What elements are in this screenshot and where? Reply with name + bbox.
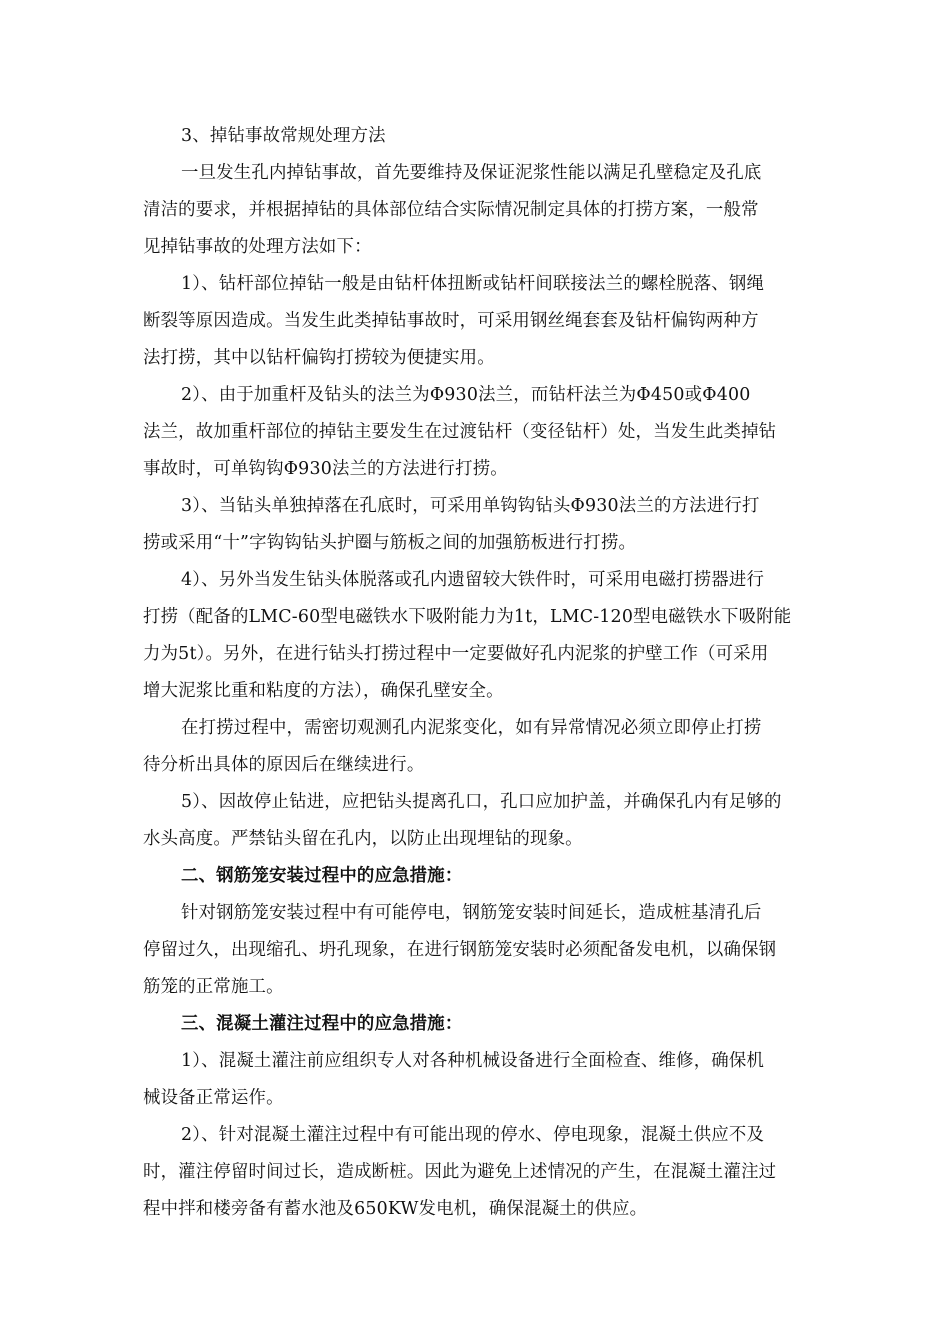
text-line: 时，灌注停留时间过长，造成断桩。因此为避免上述情况的产生，在混凝土灌注过 (143, 1162, 777, 1182)
section-heading-line: 二、钢筋笼安装过程中的应急措施： (181, 866, 463, 886)
text-line: 2）、针对混凝土灌注过程中有可能出现的停水、停电现象，混凝土供应不及 (181, 1125, 765, 1145)
text-line: 事故时，可单钩钩Φ930法兰的方法进行打捞。 (143, 459, 508, 479)
text-line: 停留过久，出现缩孔、坍孔现象，在进行钢筋笼安装时必须配备发电机，以确保钢 (143, 940, 777, 960)
text-line: 捞或采用“十”字钩钩钻头护圈与筋板之间的加强筋板进行打捞。 (143, 533, 637, 553)
text-line: 清洁的要求，并根据掉钻的具体部位结合实际情况制定具体的打捞方案，一般常 (143, 200, 759, 220)
text-line: 力为5t）。另外，在进行钻头打捞过程中一定要做好孔内泥浆的护壁工作（可采用 (143, 644, 769, 664)
text-line: 2）、由于加重杆及钻头的法兰为Φ930法兰，而钻杆法兰为Φ450或Φ400 (181, 385, 751, 405)
section-heading-line: 三、混凝土灌注过程中的应急措施： (181, 1014, 463, 1034)
text-line: 4）、另外当发生钻头体脱落或孔内遗留较大铁件时，可采用电磁打捞器进行 (181, 570, 765, 590)
text-line: 在打捞过程中，需密切观测孔内泥浆变化，如有异常情况必须立即停止打捞 (181, 718, 762, 738)
document-body (143, 118, 813, 1228)
text-line: 打捞（配备的LMC-60型电磁铁水下吸附能力为1t，LMC-120型电磁铁水下吸附能 (143, 607, 792, 627)
text-line: 增大泥浆比重和粘度的方法），确保孔壁安全。 (143, 681, 504, 701)
text-line: 水头高度。严禁钻头留在孔内，以防止出现埋钻的现象。 (143, 829, 583, 849)
text-line: 法打捞，其中以钻杆偏钩打捞较为便捷实用。 (143, 348, 495, 368)
text-line: 针对钢筋笼安装过程中有可能停电，钢筋笼安装时间延长，造成桩基清孔后 (181, 903, 762, 923)
text-line: 筋笼的正常施工。 (143, 977, 284, 997)
text-line: 3、掉钻事故常规处理方法 (181, 126, 386, 146)
text-line: 断裂等原因造成。当发生此类掉钻事故时，可采用钢丝绳套套及钻杆偏钩两种方 (143, 311, 759, 331)
text-line: 1）、混凝土灌注前应组织专人对各种机械设备进行全面检查、维修，确保机 (181, 1051, 765, 1071)
text-line: 待分析出具体的原因后在继续进行。 (143, 755, 425, 775)
text-line: 一旦发生孔内掉钻事故，首先要维持及保证泥浆性能以满足孔壁稳定及孔底 (181, 163, 762, 183)
text-line: 5）、因故停止钻进，应把钻头提离孔口，孔口应加护盖，并确保孔内有足够的 (181, 792, 782, 812)
text-line: 1）、钻杆部位掉钻一般是由钻杆体扭断或钻杆间联接法兰的螺栓脱落、钢绳 (181, 274, 765, 294)
text-line: 见掉钻事故的处理方法如下： (143, 237, 372, 257)
text-line: 3）、当钻头单独掉落在孔底时，可采用单钩钩钻头Φ930法兰的方法进行打 (181, 496, 760, 516)
text-line: 程中拌和楼旁备有蓄水池及650KW发电机，确保混凝土的供应。 (143, 1199, 648, 1219)
text-line: 械设备正常运作。 (143, 1088, 284, 1108)
text-line: 法兰，故加重杆部位的掉钻主要发生在过渡钻杆（变径钻杆）处，当发生此类掉钻 (143, 422, 777, 442)
